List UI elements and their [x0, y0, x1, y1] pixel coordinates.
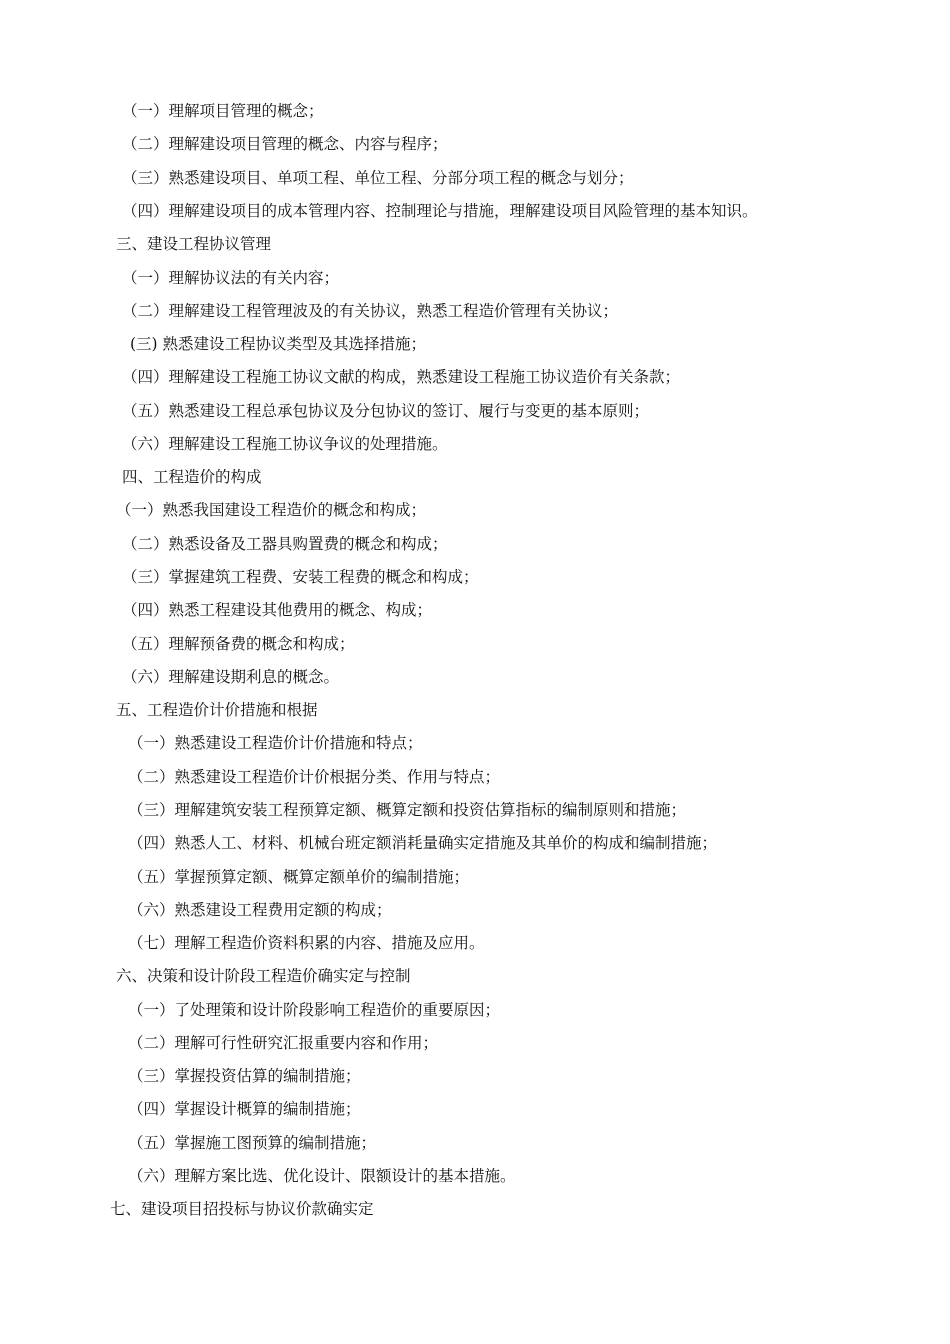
- outline-item: （四）理解建设项目的成本管理内容、控制理论与措施，理解建设项目风险管理的基本知识。: [122, 202, 758, 220]
- outline-item: （五）掌握预算定额、概算定额单价的编制措施；: [128, 868, 470, 886]
- outline-item: （二）理解建设项目管理的概念、内容与程序；: [122, 135, 448, 153]
- outline-item: （三）理解建筑安装工程预算定额、概算定额和投资估算指标的编制原则和措施；: [128, 801, 687, 819]
- outline-item: （三）熟悉建设项目、单项工程、单位工程、分部分项工程的概念与划分；: [122, 169, 634, 187]
- outline-item: （二）理解可行性研究汇报重要内容和作用；: [128, 1034, 439, 1052]
- outline-item: (三) 熟悉建设工程协议类型及其选择措施；: [130, 335, 427, 353]
- outline-item: （五）掌握施工图预算的编制措施；: [128, 1134, 377, 1152]
- outline-item: （一）理解协议法的有关内容；: [122, 269, 340, 287]
- outline-item: （一）理解项目管理的概念；: [122, 102, 324, 120]
- outline-item: （六）理解建设期利息的概念。: [122, 668, 340, 686]
- outline-item: （五）理解预备费的概念和构成；: [122, 635, 355, 653]
- outline-item: （二）熟悉建设工程造价计价根据分类、作用与特点；: [128, 768, 501, 786]
- outline-item: （四）熟悉工程建设其他费用的概念、构成；: [122, 601, 433, 619]
- section-heading: 七、建设项目招投标与协议价款确实定: [110, 1200, 374, 1218]
- outline-item: （七）理解工程造价资料积累的内容、措施及应用。: [128, 934, 485, 952]
- section-heading: 三、建设工程协议管理: [116, 235, 272, 253]
- outline-item: （六）理解方案比选、优化设计、限额设计的基本措施。: [128, 1167, 516, 1185]
- section-heading: 四、工程造价的构成: [122, 468, 262, 486]
- outline-item: （六）理解建设工程施工协议争议的处理措施。: [122, 435, 448, 453]
- outline-item: （四）熟悉人工、材料、机械台班定额消耗量确实定措施及其单价的构成和编制措施；: [128, 834, 718, 852]
- outline-item: （一）熟悉建设工程造价计价措施和特点；: [128, 734, 423, 752]
- outline-item: （三）掌握建筑工程费、安装工程费的概念和构成；: [122, 568, 479, 586]
- section-heading: 六、决策和设计阶段工程造价确实定与控制: [116, 967, 411, 985]
- section-heading: 五、工程造价计价措施和根据: [116, 701, 318, 719]
- outline-item: （二）理解建设工程管理波及的有关协议，熟悉工程造价管理有关协议；: [122, 302, 619, 320]
- outline-item: （六）熟悉建设工程费用定额的构成；: [128, 901, 392, 919]
- outline-item: （五）熟悉建设工程总承包协议及分包协议的签订、履行与变更的基本原则；: [122, 402, 650, 420]
- outline-item: （四）掌握设计概算的编制措施；: [128, 1100, 361, 1118]
- outline-item: （三）掌握投资估算的编制措施；: [128, 1067, 361, 1085]
- outline-item: （四）理解建设工程施工协议文献的构成，熟悉建设工程施工协议造价有关条款；: [122, 368, 681, 386]
- outline-item: （一）了处理策和设计阶段影响工程造价的重要原因；: [128, 1001, 501, 1019]
- outline-item: （一）熟悉我国建设工程造价的概念和构成；: [116, 501, 427, 519]
- outline-item: （二）熟悉设备及工器具购置费的概念和构成；: [122, 535, 448, 553]
